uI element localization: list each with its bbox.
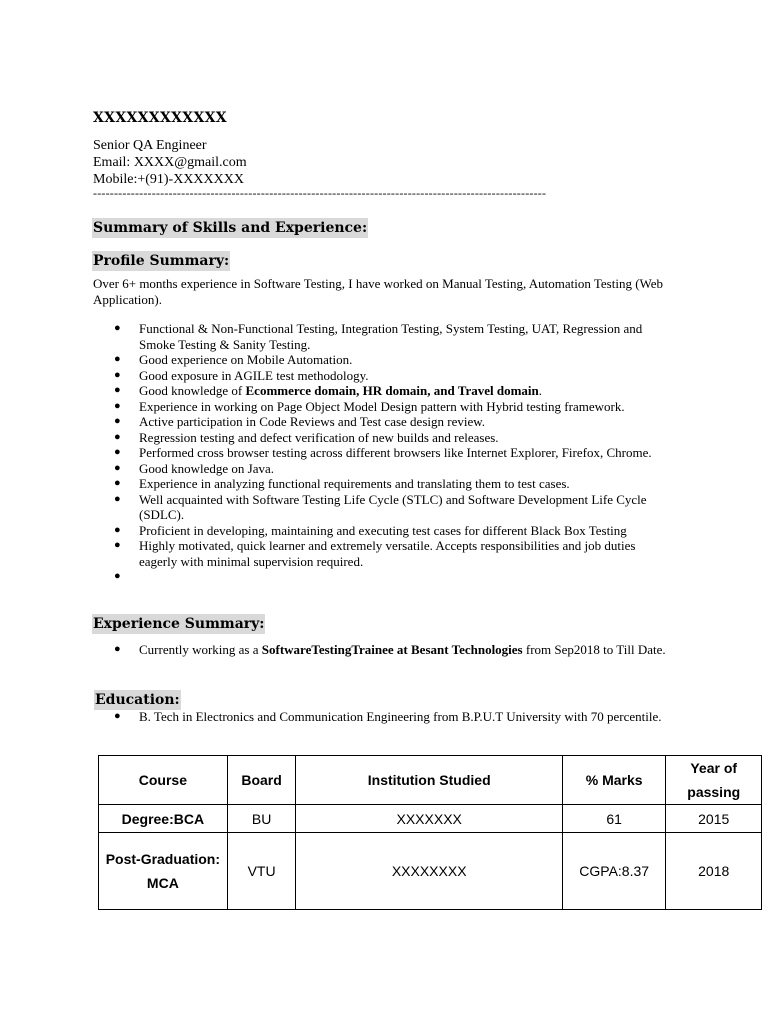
domain-list: Ecommerce domain, HR domain, and Travel domain xyxy=(245,383,539,398)
list-item: ● B. Tech in Electronics and Communication Engineering from B.P.U.T University with 70 percentile. xyxy=(114,709,662,724)
bullet-icon: ● xyxy=(114,322,121,334)
table-cell: XXXXXXX xyxy=(296,805,562,833)
table-header-row xyxy=(99,756,762,805)
table-cell: VTU xyxy=(227,833,296,910)
profile-bullets xyxy=(93,321,673,585)
bullet-icon: ● xyxy=(114,570,121,582)
list-item: ● Highly motivated, quick learner and extremely versatile. Accepts responsibilities and job duties eagerly with minimal supervision required. xyxy=(114,538,636,569)
header-divider: ------------------------------------------------------------------------------------------------------------ xyxy=(93,186,547,200)
list-item: ● Good experience on Mobile Automation. xyxy=(114,352,353,367)
list-item: ● Good exposure in AGILE test methodology. xyxy=(114,367,369,383)
column-header: Board xyxy=(227,756,296,805)
table-cell: CGPA:8.37 xyxy=(562,833,666,910)
profile-intro: Over 6+ months experience in Software Testing, I have worked on Manual Testing, Automation Testing (Web Application). xyxy=(93,276,664,307)
column-header: Institution Studied xyxy=(296,756,562,805)
experience-bullets xyxy=(93,642,673,658)
experience-heading: Experience Summary: xyxy=(93,616,265,632)
table-cell: Post-Graduation:MCA xyxy=(99,833,228,910)
contact-block xyxy=(93,137,247,188)
bullet-icon: ● xyxy=(114,710,121,722)
bullet-icon: ● xyxy=(114,461,121,474)
candidate-name: XXXXXXXXXXXX xyxy=(93,110,227,126)
table-cell: 2015 xyxy=(666,805,762,833)
bullet-icon: ● xyxy=(114,399,121,412)
bullet-icon: ● xyxy=(114,384,121,396)
table-cell: 2018 xyxy=(666,833,762,910)
education-heading: Education: xyxy=(95,692,180,708)
list-item: ● Well acquainted with Software Testing Life Cycle (STLC) and Software Development Life Cycle (SDLC). xyxy=(114,491,647,522)
bullet-icon: ● xyxy=(114,430,121,443)
column-header: Course xyxy=(99,756,228,805)
list-item: ● Good knowledge on Java. xyxy=(114,460,275,476)
bullet-icon: ● xyxy=(114,643,121,655)
table-cell: 61 xyxy=(562,805,666,833)
bullet-icon: ● xyxy=(114,446,121,458)
mobile-line: Mobile:+(91)-XXXXXXX xyxy=(93,172,244,187)
list-item: ● Currently working as a SoftwareTestingTrainee at Besant Technologies from Sep2018 to Till Date. xyxy=(114,642,666,657)
column-header: % Marks xyxy=(562,756,666,805)
list-item: ● Regression testing and defect verification of new builds and releases. xyxy=(114,429,499,445)
list-item: ● Performed cross browser testing across different browsers like Internet Explorer, Firefox, Chrome. xyxy=(114,445,652,460)
bullet-icon: ● xyxy=(114,368,121,381)
list-item: ● Proficient in developing, maintaining and executing test cases for different Black Box Testing xyxy=(114,522,627,538)
table-cell: BU xyxy=(227,805,296,833)
email-line: Email: XXXX@gmail.com xyxy=(93,155,247,170)
current-role: SoftwareTestingTrainee at Besant Technologies xyxy=(261,642,523,657)
table-cell: Degree:BCA xyxy=(99,805,228,833)
list-item: ● Good knowledge of Ecommerce domain, HR domain, and Travel domain. xyxy=(114,383,542,398)
job-title: Senior QA Engineer xyxy=(93,138,207,153)
table-row xyxy=(99,833,762,910)
table-cell: XXXXXXXX xyxy=(296,833,562,910)
list-item: ● Active participation in Code Reviews and Test case design review. xyxy=(114,414,486,429)
list-item: ● Experience in analyzing functional requirements and translating them to test cases. xyxy=(114,476,570,491)
table-row xyxy=(99,805,762,833)
bullet-icon: ● xyxy=(114,415,121,427)
education-bullets xyxy=(93,709,673,725)
bullet-icon: ● xyxy=(114,492,121,505)
bullet-icon: ● xyxy=(114,523,121,536)
column-header: Year of passing xyxy=(666,756,762,805)
bullet-icon: ● xyxy=(114,539,121,551)
bullet-icon: ● xyxy=(114,353,121,365)
list-item-empty xyxy=(93,569,673,585)
list-item: ● Experience in working on Page Object Model Design pattern with Hybrid testing framework. xyxy=(114,398,625,414)
education-table xyxy=(98,755,762,910)
summary-heading: Summary of Skills and Experience: xyxy=(93,220,368,236)
list-item: ● Functional & Non-Functional Testing, Integration Testing, System Testing, UAT, Regression and Smoke Testing & Sanity Testing. xyxy=(114,321,643,352)
bullet-icon: ● xyxy=(114,477,121,489)
profile-heading: Profile Summary: xyxy=(93,253,230,269)
